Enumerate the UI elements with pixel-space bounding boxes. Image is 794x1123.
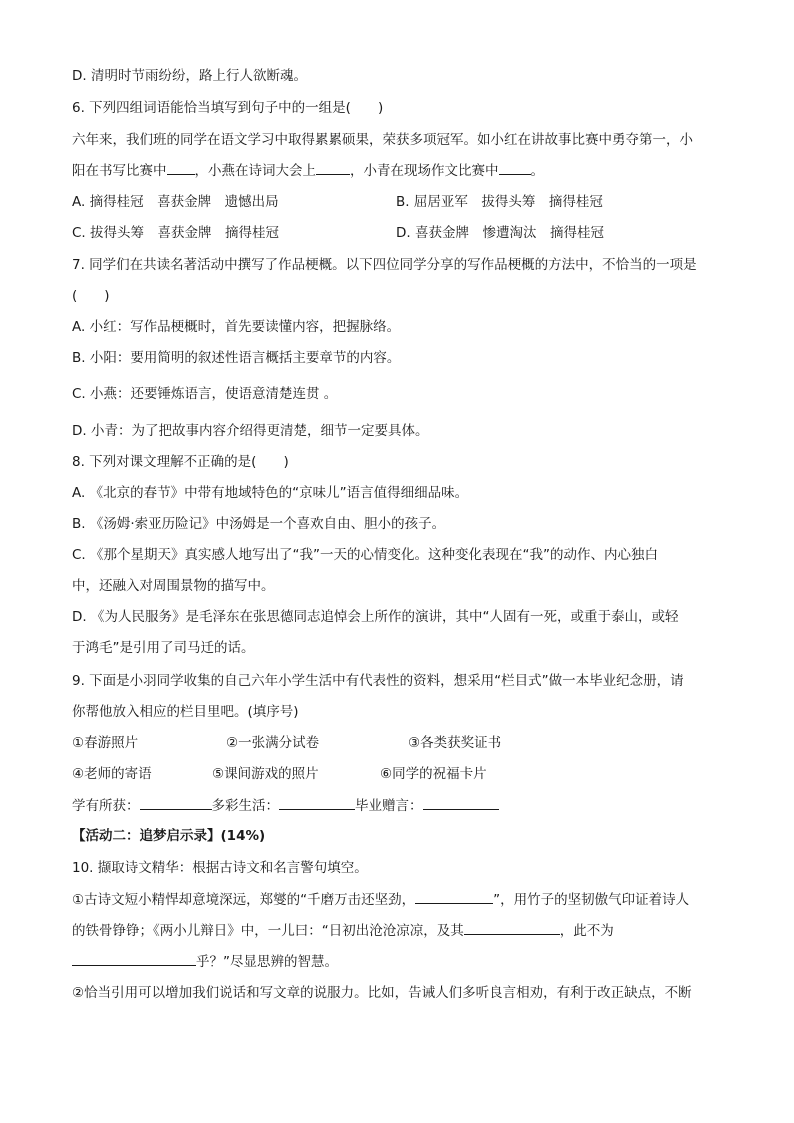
q8-option-d-line2: 于鸿毛”是引用了司马迁的话。: [72, 640, 255, 656]
q9-answer-blank-3[interactable]: [423, 795, 499, 810]
q10-blank-2[interactable]: [464, 920, 560, 935]
q7-option-c[interactable]: C. 小燕：还要锤炼语言，使语意清楚连贯 。: [72, 386, 338, 402]
q7-option-a[interactable]: A. 小红：写作品梗概时，首先要读懂内容，把握脉络。: [72, 319, 401, 335]
q10-text-3b: 乎？”尽显思辨的智慧。: [196, 954, 338, 970]
q6-option-d[interactable]: D. 喜获金牌 惨遭淘汰 摘得桂冠: [396, 225, 604, 241]
q6-option-c[interactable]: C. 拔得头筹 喜获金牌 摘得桂冠: [72, 225, 280, 241]
q8-option-d-line1[interactable]: D. 《为人民服务》是毛泽东在张思德同志追悼会上所作的演讲，其中“人固有一死，或重于泰山，或轻: [72, 609, 679, 625]
q7-option-d[interactable]: D. 小青：为了把故事内容介绍得更清楚，细节一定要具体。: [72, 423, 429, 439]
q6-passage-text-b: ，小燕在诗词大会上: [194, 163, 316, 179]
q10-text-1b: ”，用竹子的坚韧傲气印证着诗人: [493, 892, 690, 908]
q9-item-2: ②一张满分试卷: [226, 735, 320, 751]
q8-stem: 8. 下列对课文理解不正确的是( ): [72, 454, 289, 470]
q9-item-4: ④老师的寄语: [72, 766, 152, 782]
q9-item-3: ③各类获奖证书: [408, 735, 502, 751]
q6-stem: 6. 下列四组词语能恰当填写到句子中的一组是( ): [72, 100, 384, 116]
q9-fill-row: [72, 795, 499, 816]
q10-text-2b: ，此不为: [559, 923, 614, 939]
q6-passage-line1: 六年来，我们班的同学在语文学习中取得累累硕果，荣获多项冠军。如小红在讲故事比赛中勇夺第一，小: [72, 132, 693, 148]
q6-blank-3[interactable]: [499, 160, 531, 175]
section-heading: 【活动二：追梦启示录】(14%): [72, 828, 266, 844]
q9-field-label-2: 多彩生活：: [211, 798, 279, 814]
q9-answer-blank-2[interactable]: [279, 795, 355, 810]
q10-part2-line1: ②恰当引用可以增加我们说话和写文章的说服力。比如，告诫人们多听良言相劝，有利于改正缺点，不断: [72, 985, 692, 1001]
q8-option-a[interactable]: A. 《北京的春节》中带有地域特色的“京味儿”语言值得细细品味。: [72, 485, 469, 501]
q8-option-c-line2: 中，还融入对周围景物的描写中。: [72, 578, 275, 594]
q5-option-d: D. 清明时节雨纷纷，路上行人欲断魂。: [72, 68, 307, 84]
q9-stem-line2: 你帮他放入相应的栏目里吧。(填序号): [72, 704, 299, 720]
q9-item-6: ⑥同学的祝福卡片: [380, 766, 487, 782]
q9-field-label-3: 毕业赠言：: [355, 798, 423, 814]
q7-stem-line2: ( ): [72, 288, 110, 304]
q10-stem: 10. 撷取诗文精华：根据古诗文和名言警句填空。: [72, 860, 368, 876]
q8-option-c-line1[interactable]: C. 《那个星期天》真实感人地写出了“我”一天的心情变化。这种变化表现在“我”的动作、内心独白: [72, 547, 658, 563]
q9-stem-line1: 9. 下面是小羽同学收集的自己六年小学生活中有代表性的资料，想采用“栏目式”做一本毕业纪念册，请: [72, 673, 684, 689]
q10-text-1a: ①古诗文短小精悍却意境深远，郑燮的“千磨万击还坚劲，: [72, 892, 416, 908]
q6-passage-text-d: 。: [530, 163, 544, 179]
q7-option-b[interactable]: B. 小阳：要用简明的叙述性语言概括主要章节的内容。: [72, 350, 401, 366]
q10-part1-line2: [72, 920, 614, 941]
q6-blank-1[interactable]: [167, 160, 195, 175]
q9-answer-blank-1[interactable]: [140, 795, 212, 810]
q6-option-b[interactable]: B. 屈居亚军 拔得头筹 摘得桂冠: [396, 194, 603, 210]
q6-blank-2[interactable]: [316, 160, 350, 175]
q6-passage-text-c: ，小青在现场作文比赛中: [350, 163, 499, 179]
q6-passage-line2: [72, 160, 544, 181]
q9-field-label-1: 学有所获：: [72, 798, 140, 814]
q10-part1-line3: [72, 951, 338, 972]
q10-text-2a: 的铁骨铮铮；《两小儿辩日》中，一儿曰：“日初出沧沧凉凉，及其: [72, 923, 464, 939]
q9-item-1: ①春游照片: [72, 735, 139, 751]
q10-blank-1[interactable]: [415, 889, 493, 904]
q10-blank-3[interactable]: [72, 951, 196, 966]
q8-option-b[interactable]: B. 《汤姆·索亚历险记》中汤姆是一个喜欢自由、胆小的孩子。: [72, 516, 446, 532]
q9-item-5: ⑤课间游戏的照片: [212, 766, 319, 782]
q10-part1-line1: [72, 889, 689, 910]
q6-passage-text-a: 阳在书写比赛中: [72, 163, 167, 179]
q6-option-a[interactable]: A. 摘得桂冠 喜获金牌 遗憾出局: [72, 194, 279, 210]
q7-stem-line1: 7. 同学们在共读名著活动中撰写了作品梗概。以下四位同学分享的写作品梗概的方法中，不恰当的一项是: [72, 257, 697, 273]
